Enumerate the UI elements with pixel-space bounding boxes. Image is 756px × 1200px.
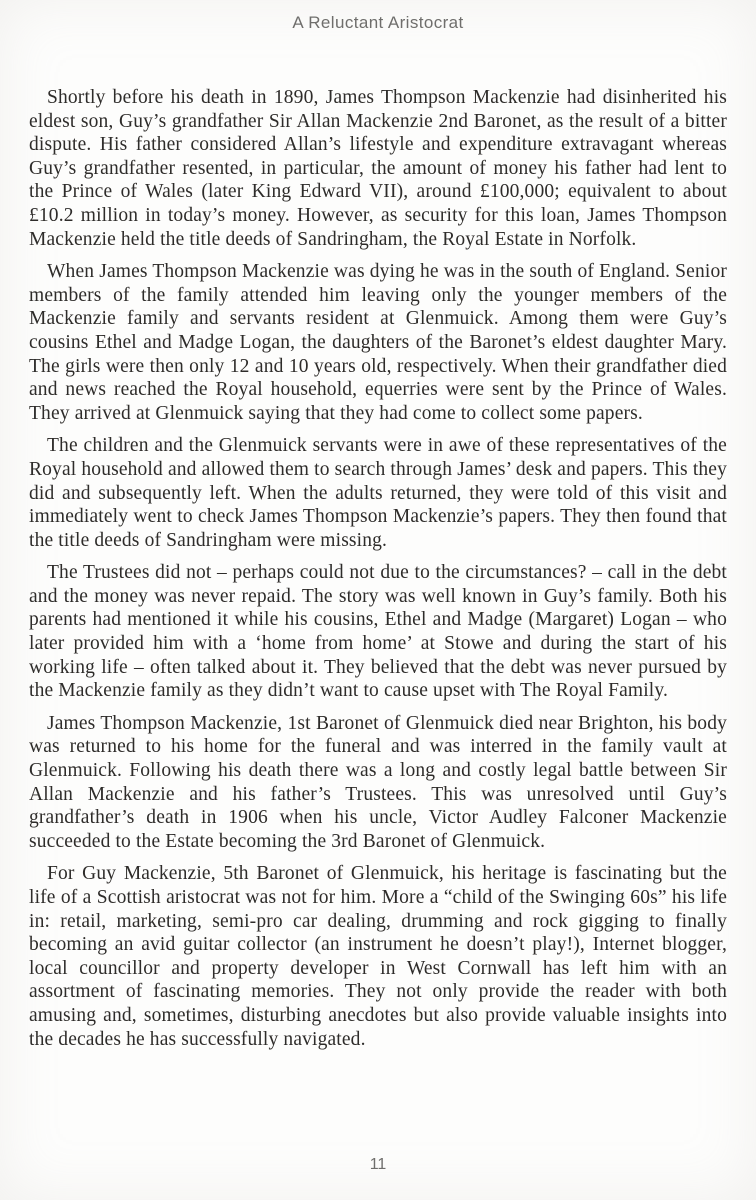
paragraph: The Trustees did not – perhaps could not due to the circumstances? – call in the debt and the money was never repaid. The story was well known in Guy’s family. Both his parents had mentioned it while his cousins, Ethel and Madge (Margaret) Logan – who later provided him with a ‘home from home’ at Stowe and during the start of his working life – often talked about it. They believed that the debt was never pursued by the Mackenzie family as they didn’t want to cause upset with The Royal Family. bbox=[29, 562, 727, 702]
paragraph: Shortly before his death in 1890, James Thompson Mackenzie had disinherited his eldest son, Guy’s grandfather Sir Allan Mackenzie 2nd Baronet, as the result of a bitter dispute. His father considered Allan’s lifestyle and expenditure extravagant whereas Guy’s grandfather resented, in particular, the amount of money his father had lent to the Prince of Wales (later King Edward VII), around £100,000; equivalent to about £10.2 million in today’s money. However, as security for this loan, James Thompson Mackenzie held the title deeds of Sandringham, the Royal Estate in Norfolk. bbox=[29, 87, 727, 250]
page-number: 11 bbox=[369, 1156, 387, 1173]
paragraph: For Guy Mackenzie, 5th Baronet of Glenmuick, his heritage is fascinating but the life of a Scottish aristocrat was not for him. More a “child of the Swinging 60s” his life in: retail, marketing, semi-pro car dealing, drumming and rock gigging to finally becoming an avid guitar collector (an instrument he doesn’t play!), Internet blogger, local councillor and property developer in West Cornwall has left him with an assortment of fascinating memories. They not only provide the reader with both amusing and, sometimes, disturbing anecdotes but also provide valuable insights into the decades he has successfully navigated. bbox=[29, 863, 727, 1050]
page-body bbox=[29, 86, 727, 1060]
paragraph: James Thompson Mackenzie, 1st Baronet of Glenmuick died near Brighton, his body was returned to his home for the funeral and was interred in the family vault at Glenmuick. Following his death there was a long and costly legal battle between Sir Allan Mackenzie and his father’s Trustees. This was unresolved until Guy’s grandfather’s death in 1906 when his uncle, Victor Audley Falconer Mackenzie succeeded to the Estate becoming the 3rd Baronet of Glenmuick. bbox=[29, 712, 727, 852]
paragraph: When James Thompson Mackenzie was dying he was in the south of England. Senior members of the family attended him leaving only the younger members of the Mackenzie family and servants resident at Glenmuick. Among them were Guy’s cousins Ethel and Madge Logan, the daughters of the Baronet’s eldest daughter Mary. The girls were then only 12 and 10 years old, respectively. When their grandfather died and news reached the Royal household, equerries were sent by the Prince of Wales. They arrived at Glenmuick saying that they had come to collect some papers. bbox=[29, 261, 727, 424]
running-header: A Reluctant Aristocrat bbox=[292, 13, 464, 32]
paragraph: The children and the Glenmuick servants were in awe of these representatives of the Royal household and allowed them to search through James’ desk and papers. This they did and subsequently left. When the adults returned, they were told of this visit and immediately went to check James Thompson Mackenzie’s papers. They then found that the title deeds of Sandringham were missing. bbox=[29, 435, 727, 551]
